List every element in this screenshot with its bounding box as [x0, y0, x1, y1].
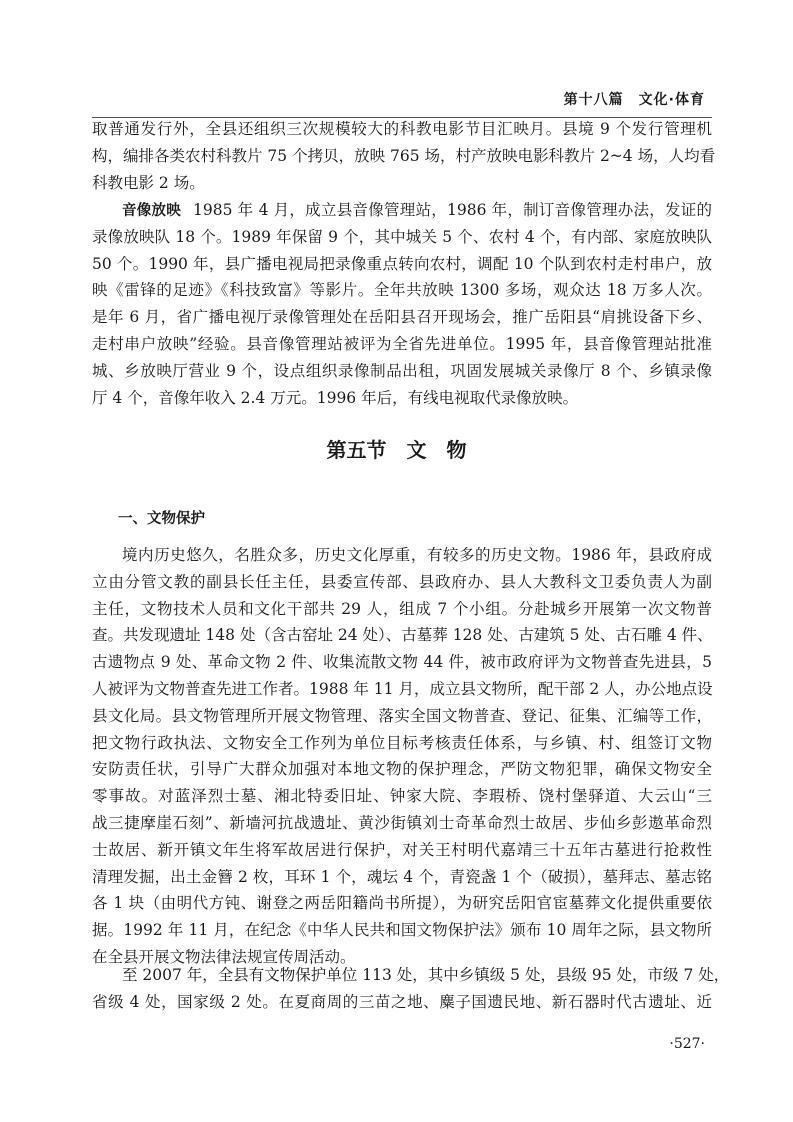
line-text: 走村串户放映”经验。县音像管理站被评为全省先进单位。1995 年，县音像管理站批准 [92, 334, 712, 353]
line-text: 映《雷锋的足迹》《科技致富》等影片。全年共放映 1300 多场，观众达 18 万多人次。 [92, 281, 712, 300]
paragraph-relics-protection [92, 542, 712, 971]
text-line [92, 989, 712, 1016]
line-text: 战三捷摩崖石刻”、新墙河抗战遗址、黄沙街镇刘士奇革命烈士故居、步仙乡彭遨革命烈 [92, 813, 712, 832]
line-text: 把文物行政执法、文物安全工作列为单位目标考核责任体系，与乡镇、村、组签订文物 [92, 733, 712, 752]
text-line [92, 331, 712, 358]
text-line [92, 810, 712, 837]
text-line [92, 622, 712, 649]
text-line [92, 756, 712, 783]
text-line [92, 649, 712, 676]
line-text: 据。1992 年 11 月，在纪念《中华人民共和国文物保护法》颁布 10 周年之际，县文物所 [92, 921, 712, 940]
line-text: 是年 6 月，省广播电视厅录像管理处在岳阳县召开现场会，推广岳阳县“肩挑设备下乡、 [92, 308, 712, 327]
line-text: 县文化局。县文物管理所开展文物管理、落实全国文物普查、登记、征集、汇编等工作， [92, 706, 712, 725]
line-text: 科教电影 2 场。 [92, 173, 205, 192]
line-text: 主任，文物技术人员和文化干部共 29 人，组成 7 个小组。分赴城乡开展第一次文物普 [92, 599, 712, 618]
text-line [92, 358, 712, 385]
line-text: 人被评为文物普查先进工作者。1988 年 11 月，成立县文物所，配干部 2 人，办公地点设 [92, 679, 713, 698]
text-line [92, 170, 712, 197]
text-line [92, 864, 712, 891]
text-line [92, 304, 712, 331]
line-text: 城、乡放映厅营业 9 个，设点组织录像制品出租，巩固发展城关录像厅 8 个、乡镇录像 [92, 361, 712, 380]
text-line [92, 569, 712, 596]
text-line [92, 703, 712, 730]
text-line [92, 143, 716, 170]
text-line [92, 116, 712, 143]
line-text: 各 1 块（由明代方钝、谢登之两岳阳籍尚书所提），为研究岳阳官宦墓葬文化提供重要依 [92, 894, 712, 913]
text-line [92, 277, 712, 304]
line-text: 取普通发行外，全县还组织三次规模较大的科教电影节目汇映月。县境 9 个发行管理机 [92, 120, 712, 138]
line-text: 在全县开展文物法律法规宣传周活动。 [92, 947, 356, 966]
subheading: 一、文物保护 [118, 511, 205, 527]
run-in-heading: 音像放映 [122, 203, 182, 219]
text-line [92, 542, 712, 569]
line-text: 零事故。对蓝泽烈士墓、湘北特委旧址、钟家大院、李瑕桥、饶村堡驿道、大云山“三 [92, 787, 712, 806]
text-line [92, 251, 712, 278]
line-text: 1985 年 4 月，成立县音像管理站，1986 年，制订音像管理办法，发证的 [193, 201, 713, 219]
text-line [92, 385, 712, 412]
text-line [92, 596, 712, 623]
line-text: 立由分管文教的副县长任主任，县委宣传部、县政府办、县人大教科文卫委负责人为副 [92, 572, 712, 591]
text-line [92, 890, 712, 917]
text-line [92, 837, 712, 864]
line-text: 清理发掘，出土金簪 2 枚，耳环 1 个，魂坛 4 个，青瓷盏 1 个（破损），墓拜志、墓志铭 [92, 867, 712, 886]
text-line [92, 197, 712, 224]
line-text: 古遗物点 9 处、革命文物 2 件、收集流散文物 44 件，被市政府评为文物普查先进县，5 [92, 653, 712, 672]
running-header: 第十八篇 文化·体育 [563, 92, 705, 108]
paragraph-film-screening [92, 116, 716, 196]
text-line [92, 730, 712, 757]
text-line [92, 224, 712, 251]
section-title: 第五节 文 物 [326, 438, 467, 462]
line-text: 录像放映队 18 个。1989 年保留 9 个，其中城关 5 个、农村 4 个，有内部、家庭放映队 [92, 227, 712, 246]
text-line [92, 783, 712, 810]
line-text: 构，编排各类农村科教片 75 个拷贝，放映 765 场，村产放映电影科教片 2~4 场，人均看 [92, 146, 716, 165]
line-text: 50 个。1990 年，县广播电视局把录像重点转向农村，调配 10 个队到农村走村串户，放 [92, 254, 712, 273]
line-text: 境内历史悠久，名胜众多，历史文化厚重，有较多的历史文物。1986 年，县政府成 [122, 546, 712, 564]
line-text: 至 2007 年，全县有文物保护单位 113 处，其中乡镇级 5 处，县级 95 处，市级 7 处， [122, 966, 730, 984]
text-line [92, 962, 730, 989]
paragraph-protected-units [92, 962, 730, 1016]
page-number: ·527· [669, 1036, 705, 1052]
line-text: 厅 4 个，音像年收入 2.4 万元。1996 年后，有线电视取代录像放映。 [92, 388, 579, 407]
line-text: 省级 4 处，国家级 2 处。在夏商周的三苗之地、麋子国遗民地、新石器时代古遗址、近 [92, 992, 712, 1011]
text-line [92, 676, 712, 703]
line-text: 安防责任状，引导广大群众加强对本地文物的保护理念，严防文物犯罪，确保文物安全 [92, 760, 712, 779]
paragraph-video-screening [92, 197, 712, 411]
text-line [92, 917, 712, 944]
line-text: 士故居、新开镇文年生将军故居进行保护，对关王村明代嘉靖三十五年古墓进行抢救性 [92, 840, 712, 859]
line-text: 查。共发现遗址 148 处（含古窑址 24 处）、古墓葬 128 处、古建筑 5 处、古石雕 4 件、 [92, 626, 713, 645]
